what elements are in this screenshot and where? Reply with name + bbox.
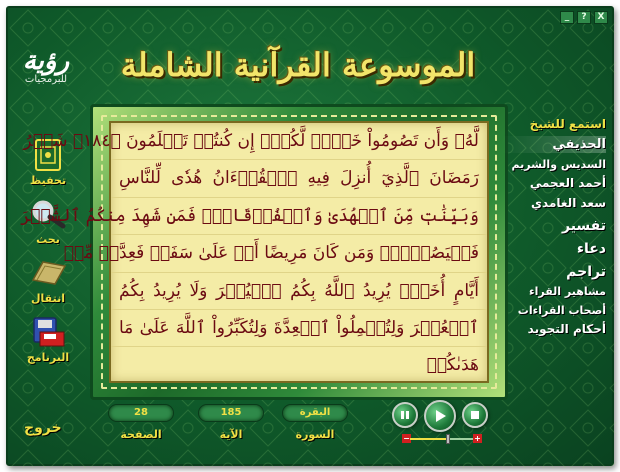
stop-icon	[470, 410, 480, 420]
pause-icon	[400, 410, 410, 420]
reciter-ghamdi[interactable]: سعد الغامدي	[531, 196, 606, 210]
verse-line: ٱلۡعُسۡرَ وَلِتُكۡمِلُواْ ٱلۡعِدَّةَ وَلِتُكَبِّرُواْ ٱللَّهَ عَلَىٰ مَا	[111, 310, 487, 347]
memorize-label: تحفيظ	[29, 174, 67, 187]
verse-line: رَمَضَانَ ٱلَّذِيٓ أُنزِلَ فِيهِ ٱلۡقُرۡءَانُ هُدٗى لِّلنَّاسِ	[111, 160, 487, 197]
surah-name-value[interactable]: البقرة	[282, 404, 348, 422]
playback-controls	[388, 400, 498, 450]
stop-button[interactable]	[462, 402, 488, 428]
page-number-value[interactable]: 28	[108, 404, 174, 422]
disk-icon	[29, 315, 67, 349]
reciter-sudais-shuraim[interactable]: السديس والشريم	[511, 158, 606, 171]
menu-tajweed-rules[interactable]: أحكام التجويد	[527, 322, 606, 336]
window-controls	[560, 11, 608, 24]
verse-line: أَيَّامٍ أُخَرَۗ يُرِيدُ ٱللَّهُ بِكُمُ ٱلۡيُسۡرَ وَلَا يُرِيدُ بِكُمُ	[111, 273, 487, 310]
logo-sub-text: للبرمجيات	[24, 74, 68, 85]
verse-line: فَلۡيَصُمۡهُۖ وَمَن كَانَ مَرِيضًا أَوۡ عَلَىٰ سَفَرٖ فَعِدَّةٞ مِّنۡ	[111, 235, 487, 272]
surah-name-label: السورة	[295, 428, 335, 441]
program-tool[interactable]	[18, 315, 78, 364]
logo-main-text: رؤية	[22, 46, 70, 76]
page-field	[108, 404, 174, 441]
listen-to-sheikh-header: استمع للشيخ	[529, 117, 606, 131]
menu-tafsir[interactable]: تفسير	[561, 218, 606, 234]
reciter-hudhaifi[interactable]: الحذيفي	[502, 136, 606, 153]
right-menu	[502, 116, 606, 341]
company-logo	[16, 46, 76, 102]
program-label: البرنامج	[26, 351, 70, 364]
minimize-button[interactable]: _	[560, 11, 574, 24]
reciter-ajami[interactable]: أحمد العجمي	[529, 176, 606, 190]
volume-slider[interactable]	[402, 434, 482, 444]
play-button[interactable]	[424, 400, 456, 432]
pause-button[interactable]	[392, 402, 418, 428]
navigate-label: انتقال	[31, 292, 65, 305]
menu-biographies[interactable]: تراجم	[566, 264, 606, 280]
search-label: بحث	[36, 233, 60, 246]
ayah-field	[198, 404, 264, 441]
ayah-number-label: الآية	[219, 428, 243, 441]
menu-famous-reciters[interactable]: مشاهير القراء	[529, 285, 606, 298]
scroll-icon	[29, 256, 67, 290]
exit-button[interactable]: خروج	[24, 420, 62, 436]
volume-up-icon[interactable]: +	[474, 434, 481, 443]
volume-down-icon[interactable]: −	[403, 434, 410, 443]
help-button[interactable]: ?	[577, 11, 591, 24]
verse-line: وَبَيِّنَٰتٖ مِّنَ ٱلۡهُدَىٰ وَٱلۡفُرۡقَانِۚ فَمَن شَهِدَ مِنكُمُ ٱلشَّهۡرَ	[111, 198, 487, 235]
ayah-number-value[interactable]: 185	[198, 404, 264, 422]
app-window	[6, 6, 614, 466]
menu-dua[interactable]: دعاء	[576, 241, 606, 257]
verse-line: هَدَىٰكُمۡ	[426, 355, 479, 376]
menu-qiraat-masters[interactable]: أصحاب القراءات	[517, 304, 606, 317]
status-bar	[108, 404, 358, 450]
verse-line: لَّهُۥ وَأَن تَصُومُواْ خَيۡرٞ لَّكُمۡۖ إِن كُنتُمۡ تَعۡلَمُونَ ﴿١٨٤﴾ شَهۡرُ	[111, 123, 487, 160]
volume-knob[interactable]	[446, 434, 450, 444]
volume-fill	[410, 438, 448, 440]
play-icon	[433, 409, 447, 423]
surah-field	[282, 404, 348, 441]
close-button[interactable]: X	[594, 11, 608, 24]
app-title: الموسوعة القرآنية الشاملة	[120, 46, 476, 84]
page-number-label: الصفحة	[120, 428, 162, 441]
